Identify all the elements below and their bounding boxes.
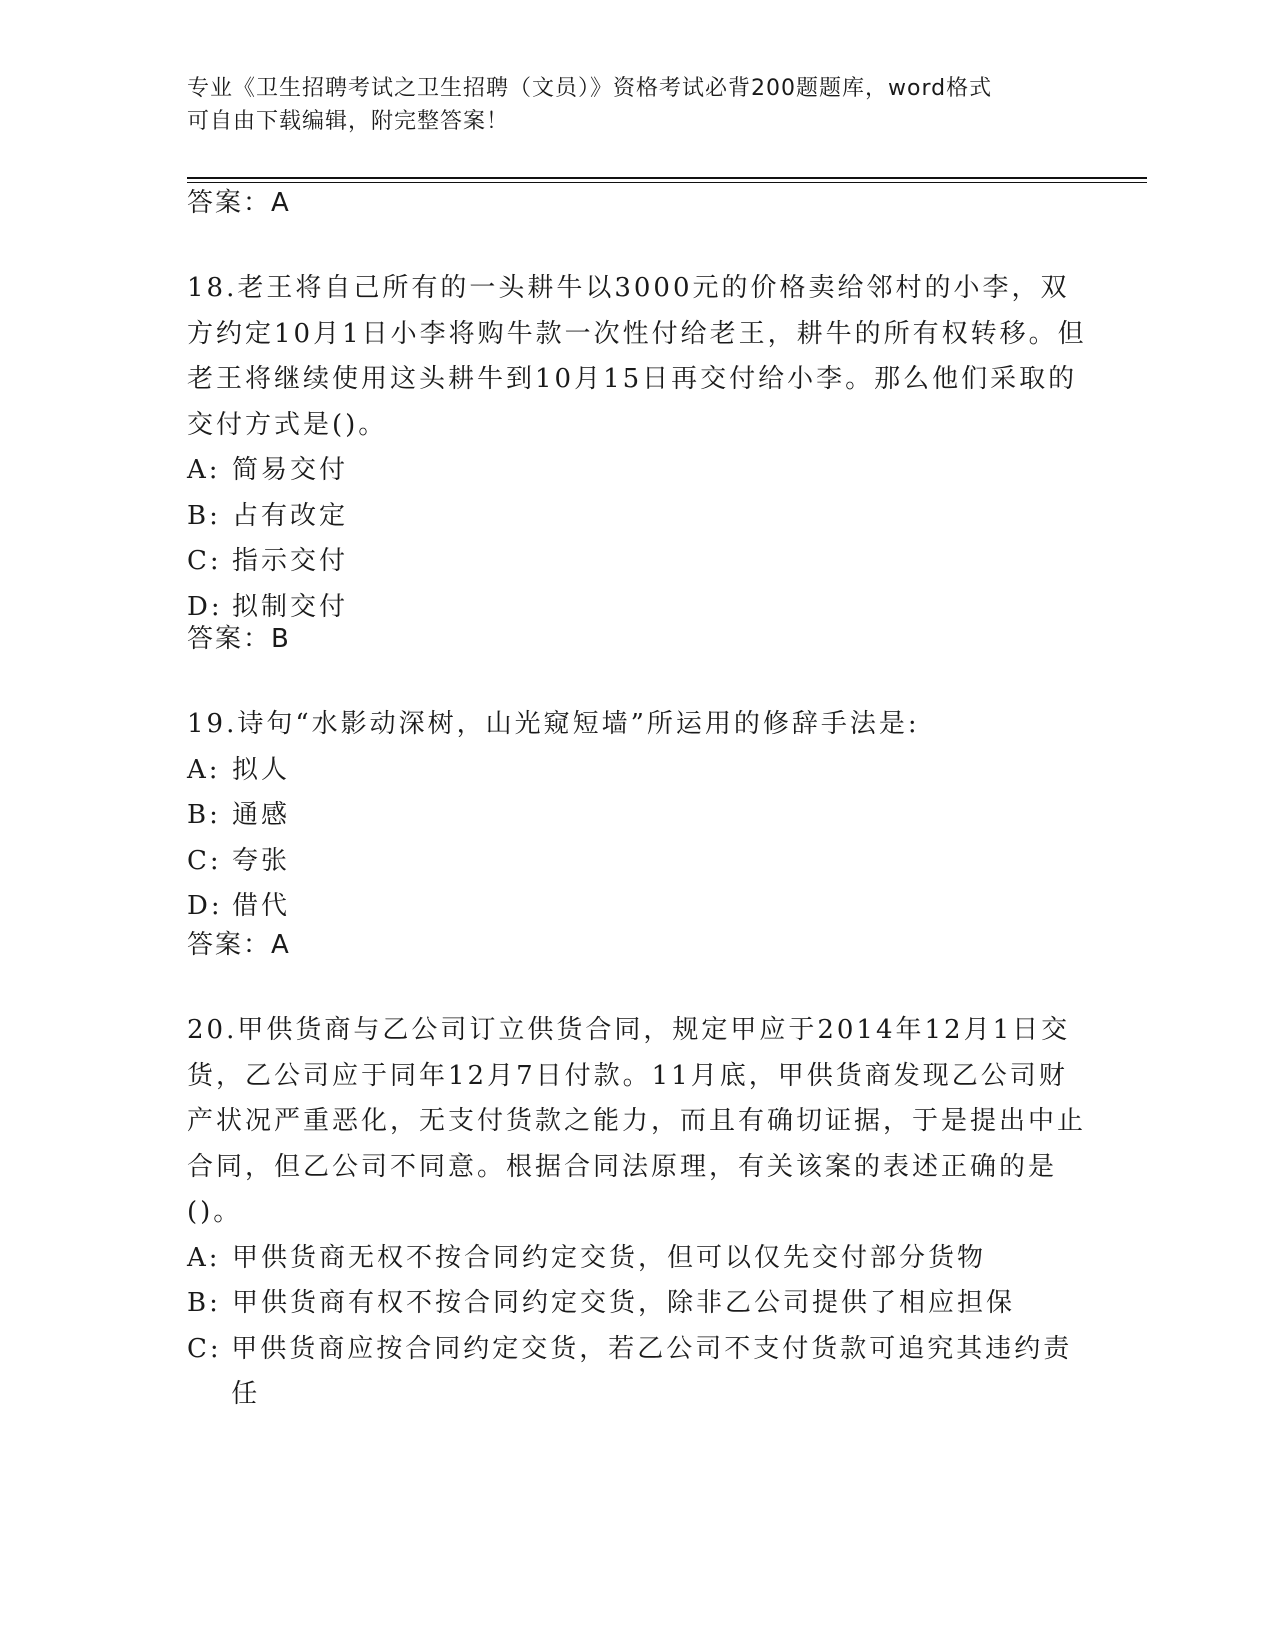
option-c bbox=[187, 839, 1087, 885]
option-list bbox=[187, 1236, 1087, 1418]
header-line-2: 可自由下载编辑，附完整答案！ bbox=[187, 109, 510, 134]
option-text: 拟人 bbox=[232, 754, 291, 785]
question-stem: 20.甲供货商与乙公司订立供货合同，规定甲应于2014年12月1日交货，乙公司应于同年12月7日付款。11月底，甲供货商发现乙公司财产状况严重恶化，无支付货款之能力，而且有确切证据，于是提出中止合同，但乙公司不同意。根据合同法原理，有关该案的表述正确的是()。 bbox=[187, 1015, 1087, 1227]
option-key: C: bbox=[187, 845, 222, 876]
option-text: 指示交付 bbox=[232, 546, 349, 576]
question-19 bbox=[187, 702, 1087, 930]
option-key: B: bbox=[187, 800, 221, 830]
option-key: D: bbox=[187, 891, 223, 921]
answer-17: 答案：A bbox=[187, 188, 291, 218]
option-key: A: bbox=[187, 1242, 221, 1273]
option-text: 拟制交付 bbox=[232, 591, 349, 622]
question-stem: 19.诗句“水影动深树，山光窥短墙”所运用的修辞手法是: bbox=[187, 709, 920, 739]
answer-19: 答案：A bbox=[187, 930, 291, 960]
option-c bbox=[187, 1327, 1087, 1418]
option-key: C: bbox=[187, 546, 222, 576]
option-key: C: bbox=[187, 1333, 222, 1364]
option-text: 甲供货商无权不按合同约定交货，但可以仅先交付部分货物 bbox=[232, 1242, 987, 1273]
option-b bbox=[187, 494, 1087, 540]
option-list bbox=[187, 748, 1087, 930]
question-18 bbox=[187, 266, 1087, 630]
option-text: 夸张 bbox=[232, 845, 291, 876]
option-text: 借代 bbox=[232, 891, 291, 921]
option-a bbox=[187, 448, 1087, 494]
option-key: D: bbox=[187, 591, 223, 622]
document-header bbox=[187, 72, 1067, 138]
header-rule-thick bbox=[187, 177, 1147, 179]
option-text: 甲供货商有权不按合同约定交货，除非乙公司提供了相应担保 bbox=[232, 1288, 1016, 1318]
option-key: B: bbox=[187, 500, 221, 531]
option-a bbox=[187, 1236, 1087, 1282]
option-key: A: bbox=[187, 754, 221, 785]
option-b bbox=[187, 793, 1087, 839]
header-line-1: 专业《卫生招聘考试之卫生招聘（文员）》资格考试必背200题题库，word格式 bbox=[187, 76, 993, 101]
option-text: 简易交付 bbox=[232, 455, 349, 485]
option-text: 通感 bbox=[232, 800, 291, 830]
option-c bbox=[187, 539, 1087, 585]
header-rule-thin bbox=[187, 182, 1147, 183]
option-a bbox=[187, 748, 1087, 794]
option-b bbox=[187, 1281, 1087, 1327]
option-text: 甲供货商应按合同约定交货，若乙公司不支付货款可追究其违约责任 bbox=[231, 1333, 1073, 1409]
option-d bbox=[187, 585, 1087, 631]
question-stem: 18.老王将自己所有的一头耕牛以3000元的价格卖给邻村的小李，双方约定10月1日小李将购牛款一次性付给老王，耕牛的所有权转移。但老王将继续使用这头耕牛到10月15日再交付给小李。那么他们采取的交付方式是()。 bbox=[187, 273, 1087, 440]
answer-18: 答案：B bbox=[187, 624, 291, 654]
option-key: B: bbox=[187, 1288, 221, 1318]
option-text: 占有改定 bbox=[232, 500, 349, 531]
question-20 bbox=[187, 1008, 1087, 1418]
option-d bbox=[187, 884, 1087, 930]
option-key: A: bbox=[187, 455, 221, 485]
option-list bbox=[187, 448, 1087, 630]
